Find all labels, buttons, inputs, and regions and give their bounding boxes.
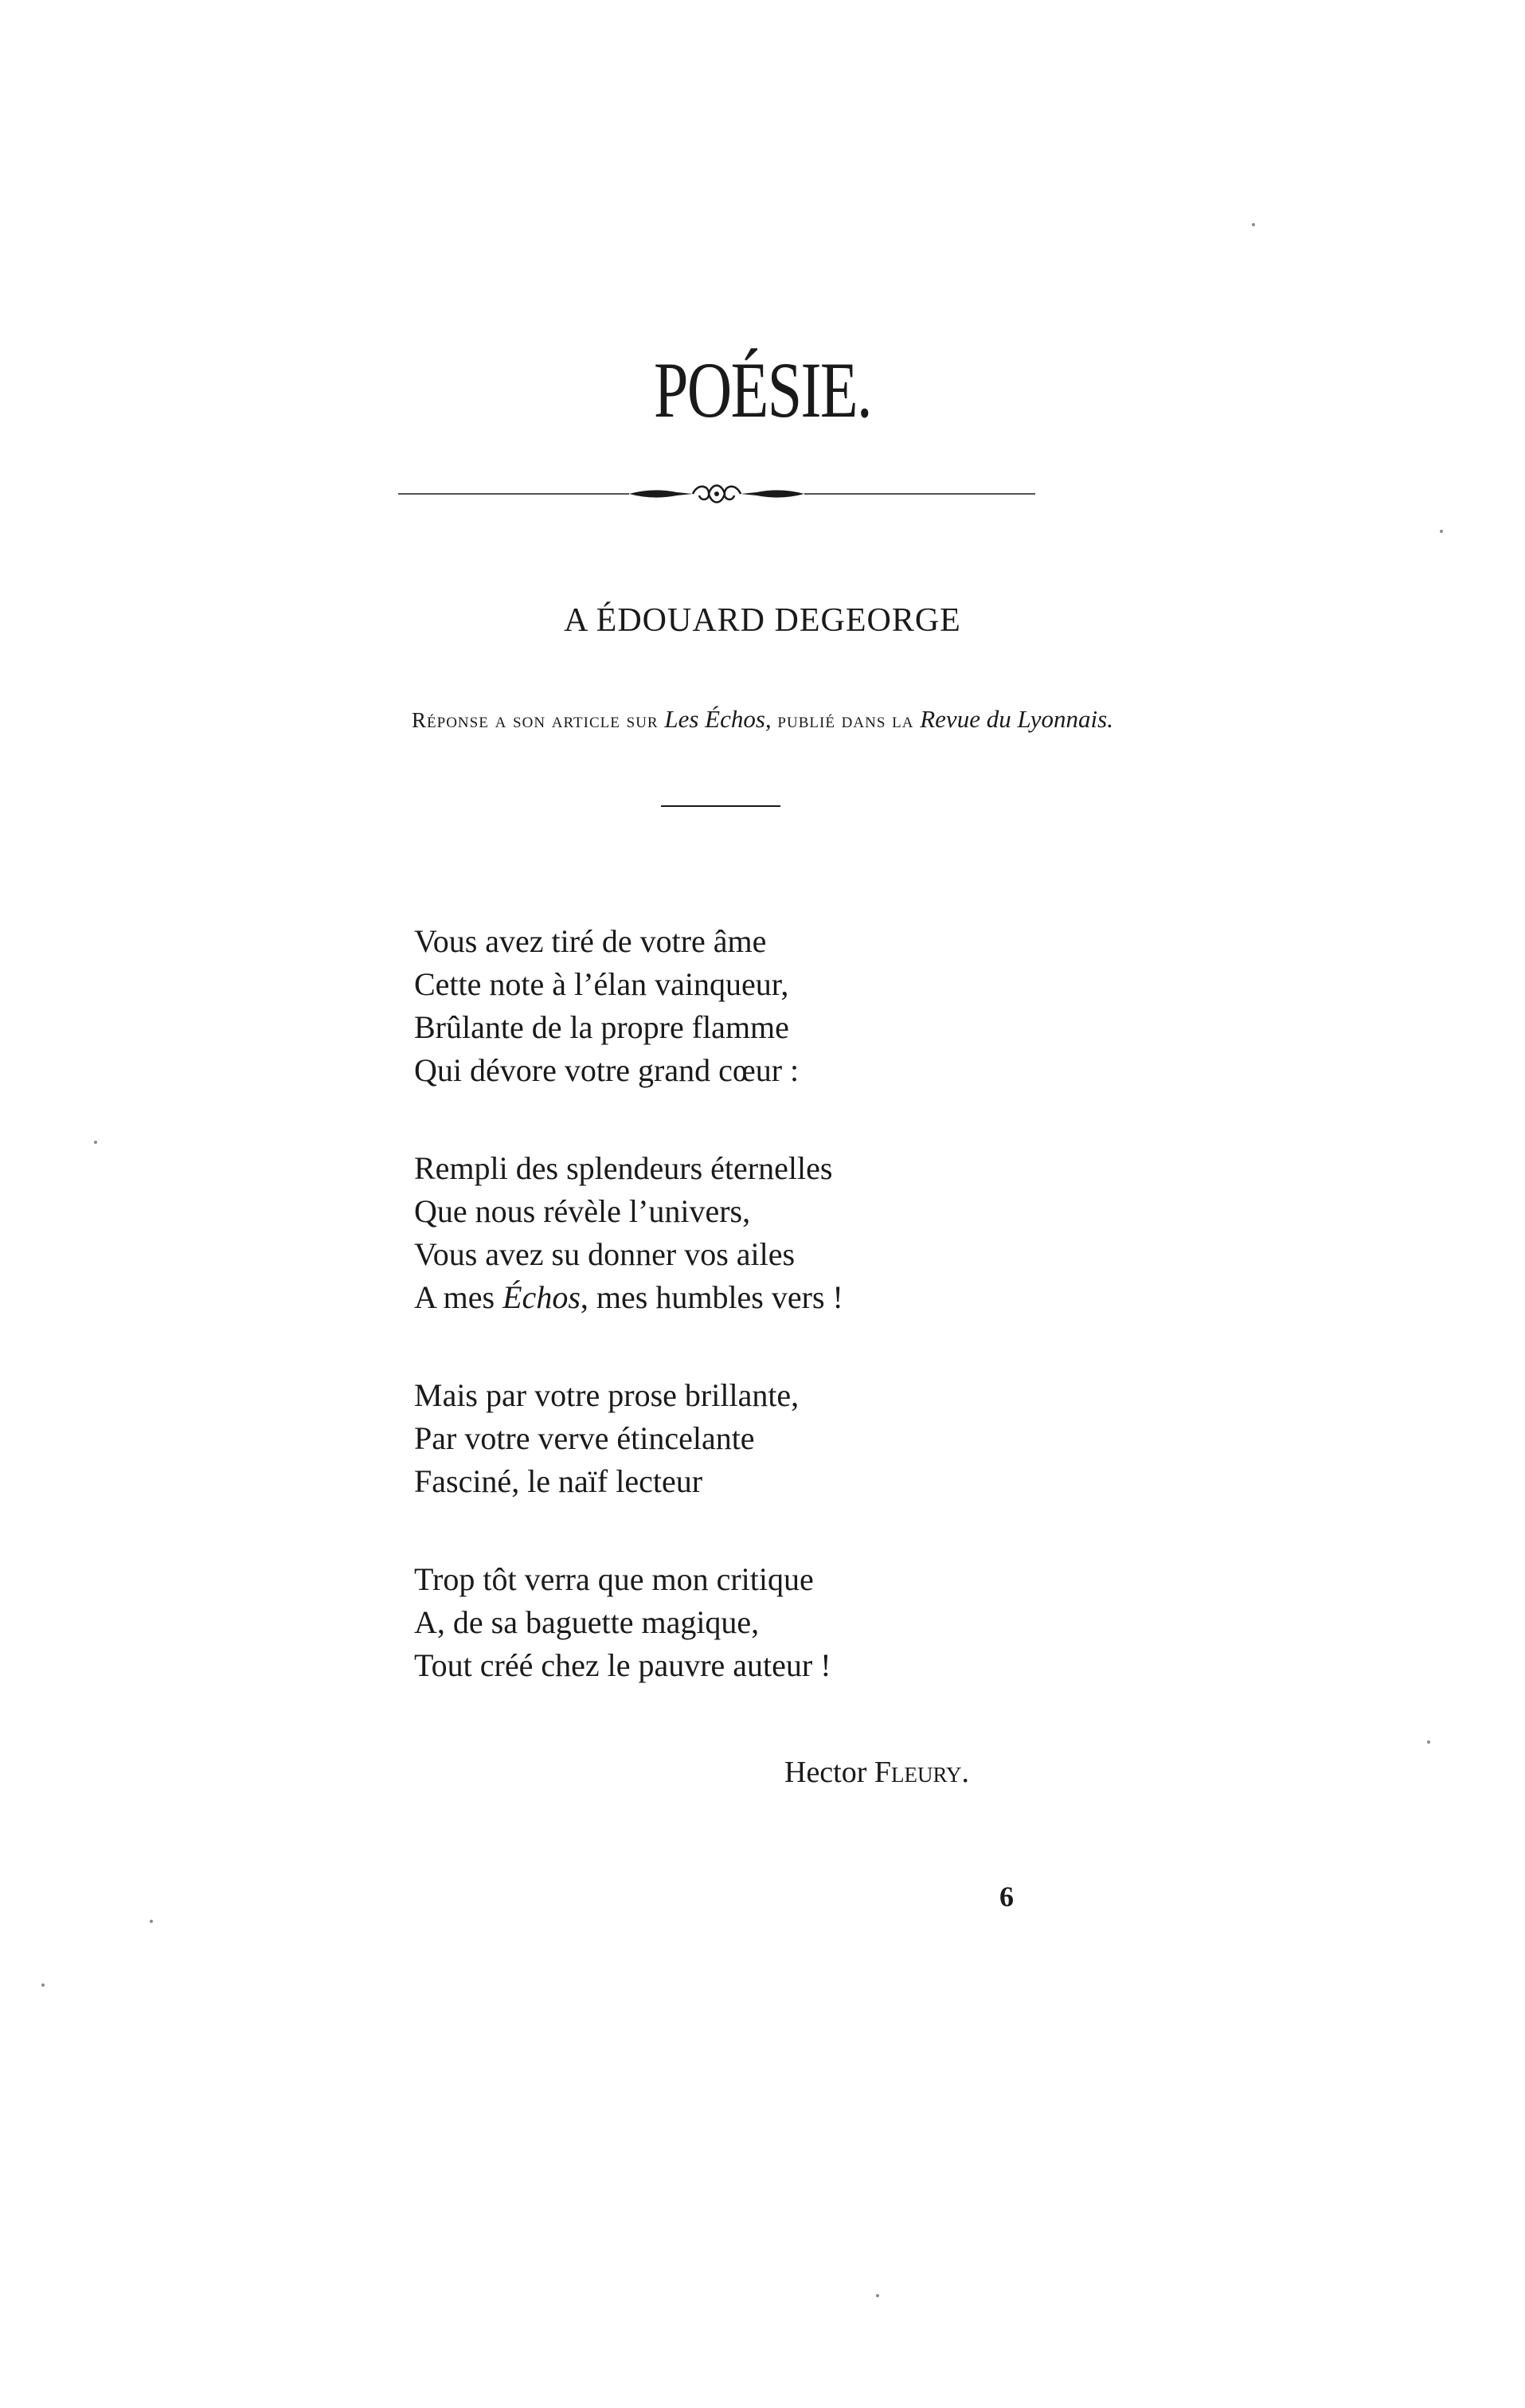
stanza-2	[414, 1147, 1051, 1319]
poem-line: Par votre verve étincelante	[414, 1420, 755, 1456]
poem-line-start: A mes	[414, 1279, 503, 1315]
subtitle-journal-title: Revue du Lyonnais.	[920, 705, 1113, 733]
poem-line: Qui dévore votre grand cœur :	[414, 1052, 800, 1088]
dedication-heading: A ÉDOUARD DEGEORGE	[564, 602, 961, 639]
author-last-name: Fleury.	[874, 1756, 970, 1789]
page-number: 6	[999, 1881, 1014, 1913]
poem-line: Fasciné, le naïf lecteur	[414, 1463, 703, 1499]
poem-line: Que nous révèle l’univers,	[414, 1193, 751, 1229]
poem-line: Trop tôt verra que mon critique	[414, 1561, 814, 1597]
paper-speck	[1440, 530, 1443, 533]
paper-speck	[1252, 223, 1255, 226]
poem-line: Vous avez su donner vos ailes	[414, 1236, 796, 1272]
section-divider	[661, 805, 780, 807]
poem-line-end: , mes humbles vers !	[580, 1279, 843, 1315]
paper-speck	[94, 1141, 97, 1144]
poem-line-italic-title: Échos	[502, 1279, 581, 1315]
author-first-name: Hector	[784, 1756, 867, 1789]
poem-line-with-title	[414, 1276, 1051, 1319]
poem-line: Rempli des splendeurs éternelles	[414, 1150, 833, 1186]
stanza-3	[414, 1374, 1051, 1503]
poem-line: Cette note à l’élan vainqueur,	[414, 966, 789, 1002]
paper-speck	[150, 1920, 153, 1923]
poem-line: Mais par votre prose brillante,	[414, 1377, 800, 1413]
author-signature	[784, 1755, 969, 1790]
poem-line: Tout créé chez le pauvre auteur !	[414, 1647, 831, 1683]
stanza-1	[414, 920, 1051, 1092]
poem	[414, 920, 1051, 1742]
poem-line: A, de sa baguette magique,	[414, 1604, 760, 1640]
paper-speck	[1427, 1740, 1430, 1744]
subtitle	[0, 705, 1525, 734]
subtitle-text-1: Réponse a son article sur	[412, 708, 659, 732]
scroll-ornament-icon	[398, 478, 1035, 510]
subtitle-text-2: publié dans la	[777, 708, 914, 732]
page-title: POÉSIE.	[654, 346, 871, 434]
paper-speck	[41, 1983, 45, 1987]
stanza-4	[414, 1558, 1051, 1687]
paper-speck	[876, 2294, 879, 2297]
subtitle-work-title: Les Échos,	[664, 705, 772, 733]
poem-line: Brûlante de la propre flamme	[414, 1009, 789, 1045]
poem-line: Vous avez tiré de votre âme	[414, 923, 767, 959]
